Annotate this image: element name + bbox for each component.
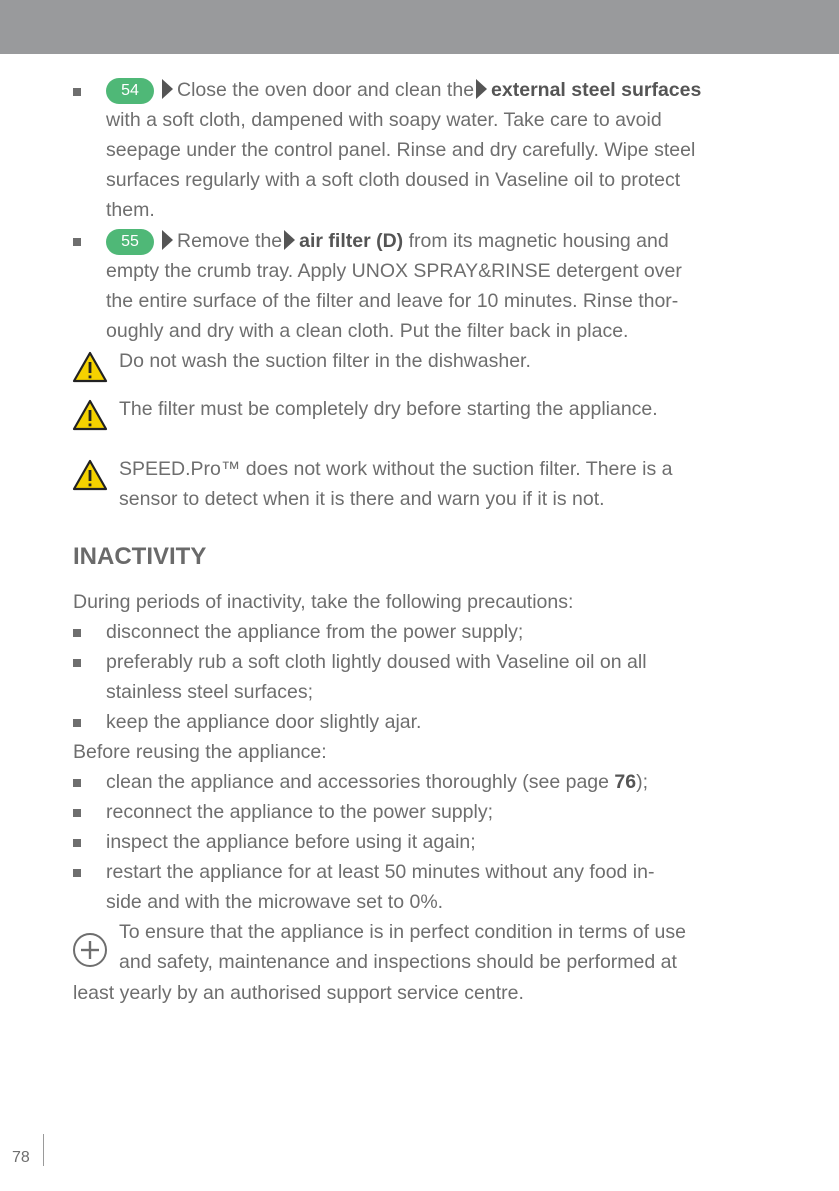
before-reusing-text: Before reusing the appliance: (73, 741, 327, 763)
bullet-icon (73, 629, 81, 637)
bullet-icon (73, 779, 81, 787)
warning-icon (72, 399, 108, 431)
step-badge-54: 54 (106, 78, 154, 104)
list-item: disconnect the appliance from the power supply; (106, 621, 524, 643)
note-text: To ensure that the appliance is in perfect condition in terms of use (119, 921, 686, 943)
step-55-line-1: 55 Remove the air filter (D) from its magnetic housing and (106, 226, 669, 256)
section-heading: INACTIVITY (73, 543, 207, 570)
list-item: reconnect the appliance to the power supply; (106, 801, 494, 823)
step-54-text: with a soft cloth, dampened with soapy water. Take care to avoid (106, 109, 662, 131)
step-55-text: empty the crumb tray. Apply UNOX SPRAY&RINSE detergent over (106, 260, 682, 282)
step-54-text: surfaces regularly with a soft cloth doused in Vaseline oil to protect (106, 169, 681, 191)
warning-text: sensor to detect when it is there and warn you if it is not. (119, 488, 605, 510)
page-number: 78 (12, 1149, 30, 1166)
list-item-continued: stainless steel surfaces; (106, 681, 314, 703)
step-54-text: seepage under the control panel. Rinse and dry carefully. Wipe steel (106, 139, 696, 161)
arrow-right-icon (162, 79, 173, 99)
bullet-icon (73, 839, 81, 847)
bullet-icon (73, 659, 81, 667)
arrow-right-icon (476, 79, 487, 99)
step-55-text: the entire surface of the filter and leave for 10 minutes. Rinse thor- (106, 290, 679, 312)
note-text: and safety, maintenance and inspections should be performed at (119, 951, 677, 973)
warning-text: Do not wash the suction filter in the dishwasher. (119, 350, 531, 372)
page-reference: 76 (614, 771, 637, 793)
step-54-line-1: 54 Close the oven door and clean the external steel surfaces (106, 75, 701, 105)
list-item: restart the appliance for at least 50 minutes without any food in- (106, 861, 655, 883)
warning-icon (72, 459, 108, 491)
step-55-text: oughly and dry with a clean cloth. Put the filter back in place. (106, 320, 629, 342)
arrow-right-icon (284, 230, 295, 250)
warning-text: The filter must be completely dry before starting the appliance. (119, 398, 658, 420)
footer-divider (43, 1134, 44, 1166)
warning-icon (72, 351, 108, 383)
list-item: clean the appliance and accessories thoroughly (see page 76); (106, 771, 649, 793)
bullet-icon (73, 869, 81, 877)
top-header-bar (0, 0, 839, 54)
note-text: least yearly by an authorised support service centre. (73, 982, 524, 1004)
list-item: inspect the appliance before using it again; (106, 831, 476, 853)
arrow-right-icon (162, 230, 173, 250)
step-badge-55: 55 (106, 229, 154, 255)
intro-text: During periods of inactivity, take the following precautions: (73, 591, 574, 613)
plus-circle-icon (72, 932, 108, 968)
bullet-icon (73, 719, 81, 727)
list-item-continued: side and with the microwave set to 0%. (106, 891, 444, 913)
emphasis-text: external steel surfaces (491, 79, 702, 101)
warning-text: SPEED.Pro™ does not work without the suction filter. There is a (119, 458, 673, 480)
bullet-icon (73, 238, 81, 246)
step-54-text: them. (106, 199, 155, 221)
list-item: keep the appliance door slightly ajar. (106, 711, 422, 733)
bullet-icon (73, 809, 81, 817)
list-item: preferably rub a soft cloth lightly doused with Vaseline oil on all (106, 651, 647, 673)
bullet-icon (73, 88, 81, 96)
emphasis-text: air filter (D) (299, 230, 404, 252)
